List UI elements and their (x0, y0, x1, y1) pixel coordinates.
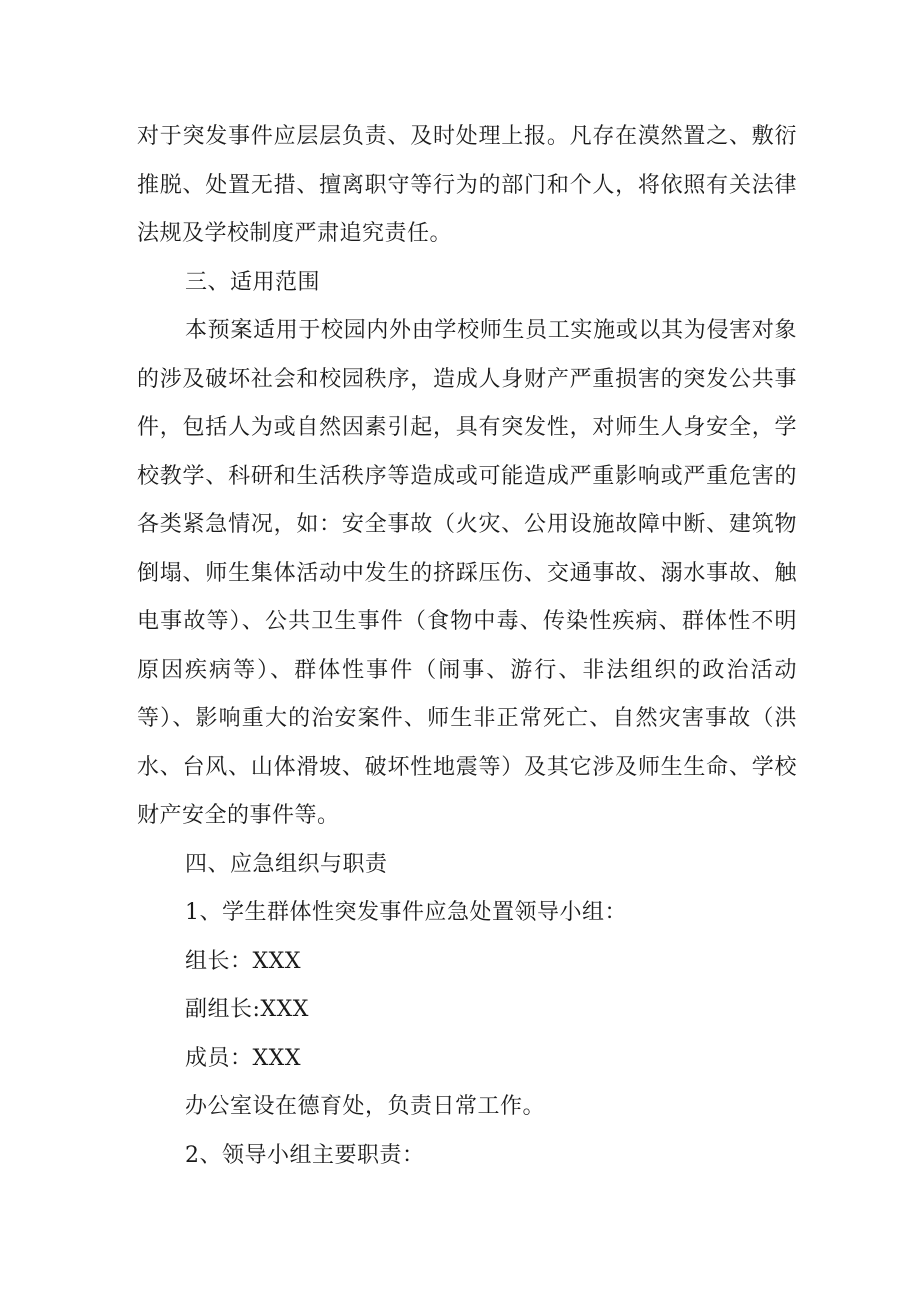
section-heading-scope: 三、适用范围 (185, 269, 321, 295)
section-heading-organization: 四、应急组织与职责 (185, 851, 388, 877)
paragraph-main-duties: 2、领导小组主要职责： (185, 1142, 425, 1168)
paragraph-members: 成员：XXX (185, 1045, 301, 1071)
paragraph-deputy-leader: 副组长:XXX (185, 997, 309, 1022)
paragraph-leadership-group: 1、学生群体性突发事件应急处置领导小组： (185, 900, 627, 925)
paragraph-group-leader: 组长：XXX (185, 948, 301, 974)
paragraph-responsibility: 对于突发事件应层层负责、及时处理上报。凡存在漠然置之、敷衍推脱、处置无措、擅离职守等行为的部门和个人，将依照有关法律法规及学校制度严肃追究责任。 (137, 124, 797, 246)
paragraph-scope: 本预案适用于校园内外由学校师生员工实施或以其为侵害对象的涉及破坏社会和校园秩序，造成人身财产严重损害的突发公共事件，包括人为或自然因素引起，具有突发性，对师生人身安全，学校教学、科研和生活秩序等造成或可能造成严重影响或严重危害的各类紧急情况，如：安全事故（火灾、公用设施故障中断、建筑物倒塌、师生集体活动中发生的挤踩压伤、交通事故、溺水事故、触电事故等）、公共卫生事件（食物中毒、传染性疾病、群体性不明原因疾病等）、群体性事件（闹事、游行、非法组织的政治活动等）、影响重大的治安案件、师生非正常死亡、自然灾害事故（洪水、台风、山体滑坡、破坏性地震等）及其它涉及师生生命、学校财产安全的事件等。 (137, 318, 797, 828)
paragraph-office: 办公室设在德育处，负责日常工作。 (185, 1094, 546, 1119)
document-body (137, 113, 797, 1180)
